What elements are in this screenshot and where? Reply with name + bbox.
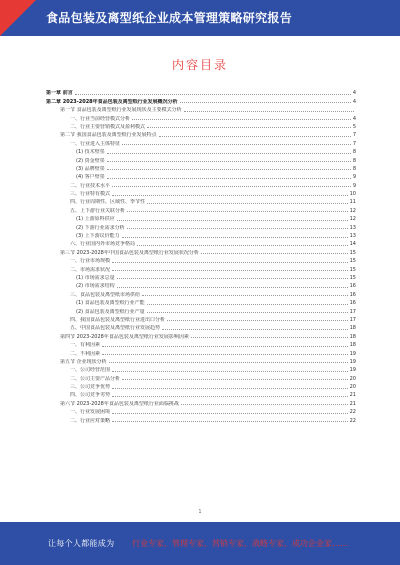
toc-entry-label: 五、上下游行业关联分析 [70, 207, 126, 214]
toc-entry-label: 二、行业技术水平 [70, 182, 111, 189]
toc-entry-label: 一、行业进入主体特征 [70, 140, 121, 147]
toc-entry[interactable] [46, 306, 356, 314]
toc-entry-page: 7 [352, 132, 356, 139]
table-of-contents [46, 88, 356, 424]
toc-leader-dots [147, 312, 348, 313]
toc-leader-dots [117, 287, 348, 288]
toc-leader-dots [107, 169, 351, 170]
toc-entry-label: (2) 市场需求结构 [76, 283, 115, 290]
toc-entry[interactable] [46, 96, 356, 104]
toc-leader-dots [181, 404, 348, 405]
toc-leader-dots [107, 178, 351, 179]
toc-entry[interactable] [46, 289, 356, 297]
toc-entry-page: 18 [349, 325, 356, 332]
toc-leader-dots [184, 111, 354, 112]
toc-entry-label: 四、我国食品包装及离型纸行业进出口分析 [70, 316, 166, 323]
toc-entry-label: (1) 市场需求总量 [76, 274, 115, 281]
toc-entry[interactable] [46, 365, 356, 373]
footer-slogan: 让每个人都能成为 [48, 539, 115, 548]
toc-entry-label: 一、行业市场规模 [70, 258, 111, 265]
toc-leader-dots [112, 262, 348, 263]
toc-leader-dots [117, 220, 348, 221]
toc-entry-page: 20 [349, 375, 356, 382]
toc-entry-page: 15 [349, 258, 356, 265]
footer-tagline: 行业专家、管理专家、营销专家、战略专家、成功企业家…… [132, 539, 348, 548]
toc-entry[interactable] [46, 348, 356, 356]
toc-entry[interactable] [46, 189, 356, 197]
toc-entry[interactable] [46, 298, 356, 306]
toc-entry-page: 14 [349, 241, 356, 248]
toc-entry[interactable] [46, 382, 356, 390]
toc-entry-page: 12 [349, 207, 356, 214]
toc-entry[interactable] [46, 273, 356, 281]
toc-leader-dots [147, 304, 348, 305]
toc-entry[interactable] [46, 105, 356, 113]
toc-leader-dots [112, 396, 348, 397]
toc-entry[interactable] [46, 323, 356, 331]
toc-entry-page: 5 [352, 123, 356, 130]
toc-entry-page: 4 [352, 98, 356, 105]
toc-entry-page: 18 [349, 333, 356, 340]
toc-entry-label: 三、行业特有模式 [70, 191, 111, 198]
toc-entry-label: (2) 食品包装及离型纸行业产量 [76, 308, 145, 315]
toc-entry-label: (1) 技术壁垒 [76, 149, 105, 156]
toc-entry-label: 第一章 前言 [46, 90, 73, 97]
toc-leader-dots [112, 388, 348, 389]
toc-entry-label: (2) 下游行业需求分析 [76, 224, 125, 231]
toc-entry-label: (3) 品牌壁垒 [76, 165, 105, 172]
toc-entry-page: 7 [352, 140, 356, 147]
toc-entry[interactable] [46, 390, 356, 398]
toc-entry[interactable] [46, 239, 356, 247]
toc-entry-page: 8 [352, 149, 356, 156]
toc-entry[interactable] [46, 164, 356, 172]
toc-leader-dots [147, 203, 348, 204]
toc-entry-page: 22 [349, 409, 356, 416]
toc-entry-page: 15 [349, 266, 356, 273]
toc-entry[interactable] [46, 138, 356, 146]
toc-leader-dots [75, 94, 351, 95]
toc-entry[interactable] [46, 247, 356, 255]
toc-entry-page: 8 [352, 157, 356, 164]
toc-entry-page: 11 [349, 199, 356, 206]
toc-leader-dots [107, 161, 351, 162]
toc-entry-label: 二、公司主要产品分析 [70, 375, 121, 382]
toc-entry-label: 第四节 2023-2028年食品包装及离型纸行业发展影响因素 [60, 333, 189, 340]
toc-leader-dots [201, 253, 348, 254]
toc-leader-dots [162, 329, 348, 330]
toc-entry[interactable] [46, 407, 356, 415]
toc-entry-label: 三、食品包装及离型纸市场供给 [70, 291, 141, 298]
toc-entry[interactable] [46, 180, 356, 188]
toc-entry[interactable] [46, 340, 356, 348]
toc-entry[interactable] [46, 222, 356, 230]
toc-entry-page: 18 [349, 342, 356, 349]
toc-entry-page: 4 [352, 115, 356, 122]
toc-entry-page: 16 [349, 291, 356, 298]
footer-banner [0, 522, 400, 565]
toc-leader-dots [107, 153, 351, 154]
toc-entry-page: 15 [349, 249, 356, 256]
toc-entry-label: 第二章 2023-2028年食品包装及离型纸行业发展概况分析 [46, 98, 178, 105]
toc-leader-dots [127, 228, 348, 229]
toc-leader-dots [117, 278, 348, 279]
toc-entry-label: (4) 客户壁垒 [76, 174, 105, 181]
toc-entry-page: 22 [349, 417, 356, 424]
toc-entry-label: 一、公司经营范围 [70, 367, 111, 374]
toc-entry-label: 一、有利因素 [70, 342, 101, 349]
toc-entry[interactable] [46, 122, 356, 130]
toc-leader-dots [112, 421, 348, 422]
toc-entry-label: 四、公司竞争劣势 [70, 392, 111, 399]
toc-leader-dots [127, 211, 348, 212]
toc-entry[interactable] [46, 281, 356, 289]
toc-entry[interactable] [46, 155, 356, 163]
toc-leader-dots [112, 186, 351, 187]
toc-entry-page: 19 [349, 367, 356, 374]
toc-entry-label: 二、行业主要营销模式及盈利模式 [70, 123, 146, 130]
toc-leader-dots [159, 136, 351, 137]
toc-entry-page: 15 [349, 274, 356, 281]
toc-leader-dots [102, 346, 348, 347]
toc-entry-label: 五、中国食品包装及离型纸行业发展趋势 [70, 325, 161, 332]
toc-entry-label: (1) 食品包装及离型纸行业产能 [76, 300, 145, 307]
toc-entry-label: 第一节 食品包装及离型纸行业发展现状及主要模式分析 [60, 107, 182, 114]
toc-entry-page: 8 [352, 165, 356, 172]
toc-entry-label: 二、行业应对策略 [70, 417, 111, 424]
toc-entry-page: 16 [349, 300, 356, 307]
toc-entry-label: 第二节 我国食品包装及离型纸行业发展特点 [60, 132, 157, 139]
toc-entry[interactable] [46, 130, 356, 138]
toc-entry[interactable] [46, 415, 356, 423]
toc-entry[interactable] [46, 331, 356, 339]
toc-entry-page: 12 [349, 216, 356, 223]
toc-leader-dots [147, 127, 351, 128]
toc-entry-label: 六、行业国内外市场竞争格局 [70, 241, 136, 248]
toc-entry-page: 19 [349, 358, 356, 365]
toc-entry-label: 二、不利因素 [70, 350, 101, 357]
toc-entry-page: 13 [349, 224, 356, 231]
toc-entry[interactable] [46, 264, 356, 272]
toc-entry-label: 三、公司竞争优势 [70, 384, 111, 391]
toc-entry-label: 第三节 2023-2028年中国食品包装及离型纸行业发展状况分析 [60, 249, 199, 256]
toc-entry-label: 四、行业周期性、区域性、季节性 [70, 199, 146, 206]
toc-entry-label: (3) 上下游议价能力 [76, 233, 120, 240]
report-title: 食品包装及离型纸企业成本管理策略研究报告 [46, 11, 293, 25]
toc-leader-dots [122, 144, 351, 145]
toc-entry-page: 20 [349, 384, 356, 391]
toc-leader-dots [122, 237, 348, 238]
header-corner-triangle [0, 0, 36, 36]
toc-leader-dots [122, 379, 348, 380]
toc-leader-dots [102, 354, 348, 355]
toc-entry-label: (1) 上游原料供应 [76, 216, 115, 223]
toc-entry-page: 19 [349, 350, 356, 357]
toc-leader-dots [132, 119, 351, 120]
toc-entry-page: 17 [349, 308, 356, 315]
toc-entry[interactable] [46, 172, 356, 180]
toc-leader-dots [112, 270, 348, 271]
toc-leader-dots [112, 413, 348, 414]
toc-entry[interactable] [46, 147, 356, 155]
toc-entry-page: 17 [349, 316, 356, 323]
toc-entry-page: 21 [349, 392, 356, 399]
toc-entry-label: (2) 资金壁垒 [76, 157, 105, 164]
page-number: 1 [198, 509, 202, 515]
toc-leader-dots [112, 195, 348, 196]
toc-entry[interactable] [46, 256, 356, 264]
toc-entry[interactable] [46, 373, 356, 381]
toc-entry[interactable] [46, 113, 356, 121]
toc-entry-page: 21 [349, 400, 356, 407]
toc-entry[interactable] [46, 357, 356, 365]
toc-leader-dots [142, 295, 348, 296]
toc-entry-page: 13 [349, 233, 356, 240]
toc-entry-page: 4 [352, 90, 356, 97]
toc-entry[interactable] [46, 205, 356, 213]
toc-leader-dots [191, 337, 348, 338]
toc-entry-page: 9 [352, 182, 356, 189]
toc-entry-page: 16 [349, 283, 356, 290]
toc-entry-label: 第六节 2023-2028年食品包装及离型纸行业面临挑战 [60, 400, 179, 407]
toc-entry-label: 一、行业发展困境 [70, 409, 111, 416]
toc-entry-label: 一、行业当前经营模式分析 [70, 115, 131, 122]
toc-leader-dots [167, 320, 348, 321]
toc-entry-page: 10 [349, 191, 356, 198]
toc-leader-dots [109, 362, 348, 363]
toc-entry[interactable] [46, 88, 356, 96]
toc-entry[interactable] [46, 197, 356, 205]
toc-entry[interactable] [46, 214, 356, 222]
report-header [0, 0, 400, 36]
toc-entry-label: 二、市场需求状况 [70, 266, 111, 273]
toc-leader-dots [180, 102, 351, 103]
toc-entry[interactable] [46, 398, 356, 406]
toc-entry-label: 第五节 企业现状分析 [60, 358, 107, 365]
toc-leader-dots [112, 371, 348, 372]
toc-entry-page: 9 [352, 174, 356, 181]
toc-entry[interactable] [46, 315, 356, 323]
toc-leader-dots [137, 245, 348, 246]
toc-heading: 内容目录 [171, 58, 228, 72]
toc-entry[interactable] [46, 231, 356, 239]
